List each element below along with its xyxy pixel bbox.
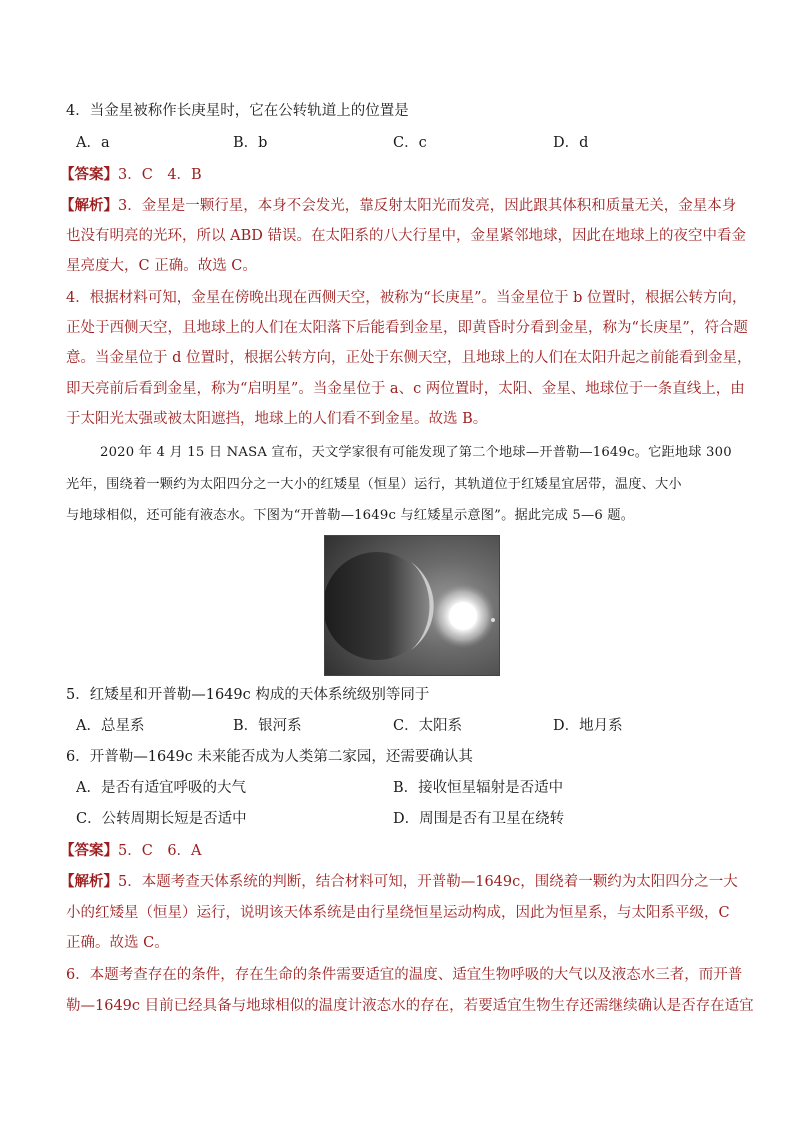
kepler-1649c-red-dwarf-figure bbox=[324, 535, 500, 676]
analysis-block-2-line-3: 正确。故选 C。 bbox=[66, 935, 169, 951]
question-5: 5．红矮星和开普勒—1649c 构成的天体系统级别等同于 bbox=[66, 687, 430, 703]
analysis-block-2-line-5: 勒—1649c 目前已经具备与地球相似的温度计液态水的存在，若要适宜生物生存还需继续确认是否存在适宜 bbox=[66, 998, 754, 1014]
q5-option-c: C．太阳系 bbox=[393, 718, 463, 734]
q4-option-d: D．d bbox=[553, 135, 589, 151]
answer-block-1 bbox=[60, 165, 202, 185]
analysis-block-1-line-4: 4．根据材料可知，金星在傍晚出现在西侧天空，被称为“长庚星”。当金星位于 b 位置时，根据公转方向， bbox=[66, 290, 747, 306]
material-line-2: 光年，围绕着一颗约为太阳四分之一大小的红矮星（恒星）运行，其轨道位于红矮星宜居带，温度、大小 bbox=[66, 477, 682, 492]
analysis-block-1-line-2: 也没有明亮的光环，所以 ABD 错误。在太阳系的八大行星中，金星紧邻地球，因此在地球上的夜空中看金 bbox=[66, 228, 746, 244]
answer-text: 5．C 6．A bbox=[118, 843, 202, 859]
analysis-block-1-line-7: 即天亮前后看到金星，称为“启明星”。当金星位于 a、c 两位置时，太阳、金星、地球位于一条直线上，由 bbox=[66, 381, 745, 397]
analysis-tag: 【解析】 bbox=[60, 873, 118, 890]
analysis-block-1-line-8: 于太阳光太强或被太阳遮挡，地球上的人们看不到金星。故选 B。 bbox=[66, 411, 488, 427]
q6-option-b: B．接收恒星辐射是否适中 bbox=[393, 780, 564, 796]
q6-option-d: D．周围是否有卫星在绕转 bbox=[393, 811, 565, 827]
q4-option-a: A．a bbox=[76, 135, 110, 151]
analysis-block-1-line-5: 正处于西侧天空，且地球上的人们在太阳落下后能看到金星，即黄昏时分看到金星，称为“长庚星”，符合题 bbox=[66, 320, 748, 336]
question-4: 4．当金星被称作长庚星时，它在公转轨道上的位置是 bbox=[66, 103, 409, 119]
analysis-block-2-line-1: 【解析】5．本题考查天体系统的判断，结合材料可知，开普勒—1649c，围绕着一颗约为太阳四分之一大 bbox=[60, 873, 738, 890]
question-6: 6．开普勒—1649c 未来能否成为人类第二家园，还需要确认其 bbox=[66, 749, 473, 765]
q5-option-a: A．总星系 bbox=[76, 718, 145, 734]
material-line-1: 2020 年 4 月 15 日 NASA 宣布，天文学家很有可能发现了第二个地球—开普勒—1649c。它距地球 300 bbox=[100, 445, 732, 460]
q6-option-a: A．是否有适宜呼吸的大气 bbox=[76, 780, 246, 796]
analysis-block-2-line-4: 6．本题考查存在的条件，存在生命的条件需要适宜的温度、适宜生物呼吸的大气以及液态水三者，而开普 bbox=[66, 967, 743, 983]
answer-tag: 【答案】 bbox=[60, 166, 118, 183]
analysis-block-2-line-2: 小的红矮星（恒星）运行，说明该天体系统是由行星绕恒星运动构成，因此为恒星系，与太阳系平级，C bbox=[66, 905, 730, 921]
q5-option-b: B．银河系 bbox=[233, 718, 302, 734]
analysis-block-1-line-3: 星亮度大，C 正确。故选 C。 bbox=[66, 258, 257, 274]
analysis-block-1-line-1: 【解析】3．金星是一颗行星，本身不会发光，靠反射太阳光而发亮，因此跟其体积和质量无关，金星本身 bbox=[60, 197, 737, 214]
analysis-tag: 【解析】 bbox=[60, 197, 118, 214]
q4-option-c: C．c bbox=[393, 135, 427, 151]
q5-option-d: D．地月系 bbox=[553, 718, 623, 734]
answer-text: 3．C 4．B bbox=[118, 167, 202, 183]
q4-option-b: B．b bbox=[233, 135, 268, 151]
analysis-block-1-line-6: 意。当金星位于 d 位置时，根据公转方向，正处于东侧天空，且地球上的人们在太阳升起之前能看到金星， bbox=[66, 350, 752, 366]
answer-block-2 bbox=[60, 841, 202, 861]
material-line-3: 与地球相似，还可能有液态水。下图为“开普勒—1649c 与红矮星示意图”。据此完成 5—6 题。 bbox=[66, 508, 635, 523]
q6-option-c: C．公转周期长短是否适中 bbox=[76, 811, 247, 827]
answer-tag: 【答案】 bbox=[60, 842, 118, 859]
